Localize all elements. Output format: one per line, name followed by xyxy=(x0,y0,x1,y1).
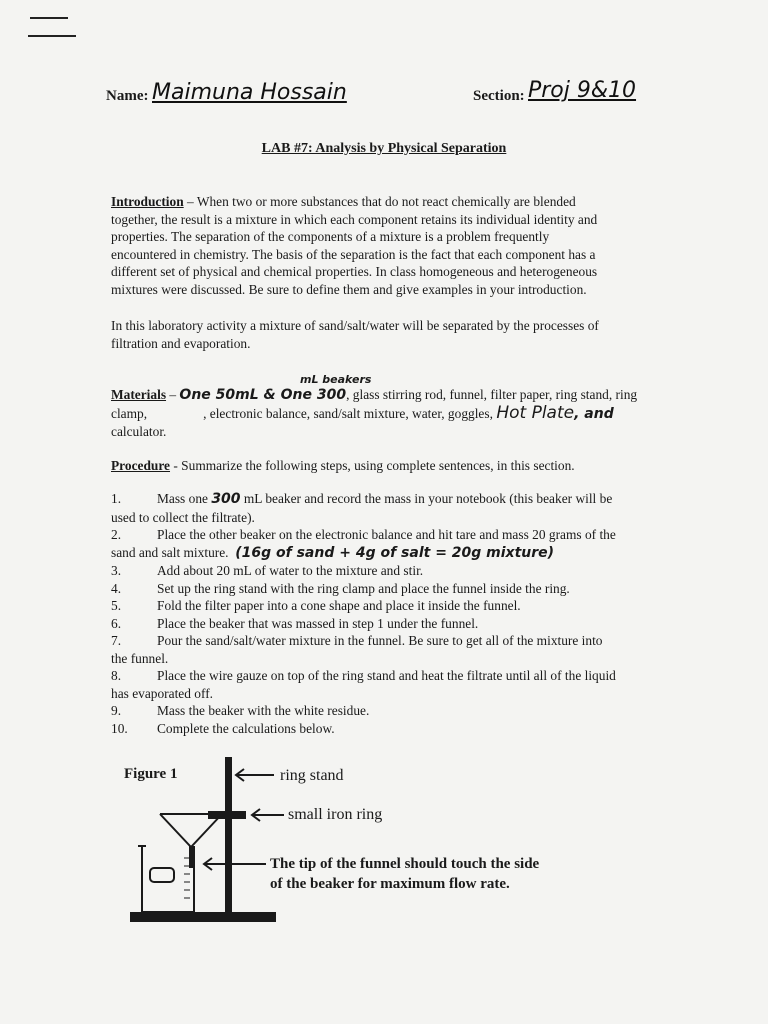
step-text: Add about 20 mL of water to the mixture and stir. xyxy=(157,563,424,578)
introduction-heading: Introduction xyxy=(111,194,184,209)
step-number: 5. xyxy=(111,598,122,613)
ring-stand-base xyxy=(130,912,276,922)
arrow-icon xyxy=(252,809,284,821)
step-number: 10. xyxy=(111,720,128,736)
activity-line: filtration and evaporation. xyxy=(111,335,251,351)
name-label: Name: xyxy=(106,88,149,104)
funnel-tip-note-line2: of the beaker for maximum flow rate. xyxy=(270,876,510,892)
step-continuation: used to collect the filtrate). xyxy=(111,509,255,525)
step-text: mL beaker and record the mass in your notebook (this beaker will be xyxy=(240,491,613,506)
beaker-label xyxy=(150,868,174,882)
step-text: Mass one xyxy=(157,491,212,506)
materials-heading: Materials xyxy=(111,387,167,402)
figure-label: Figure 1 xyxy=(124,766,178,782)
step-text: Complete the calculations below. xyxy=(157,720,335,736)
step-number: 3. xyxy=(111,563,122,578)
step-text: Place the wire gauze on top of the ring stand and heat the filtrate until all of the liquid xyxy=(157,668,616,683)
intro-line: together, the result is a mixture in which each component retains its individual identity and xyxy=(111,211,598,227)
materials-line-end: , and xyxy=(574,405,614,422)
activity-line: In this laboratory activity a mixture of sand/salt/water will be separated by the processes of xyxy=(111,318,599,333)
section-value: Proj 9&10 xyxy=(528,78,637,103)
handwritten-beakers: One 50mL & One 300 xyxy=(179,387,347,403)
intro-line: different set of physical and chemical properties. In class homogeneous and heterogeneous xyxy=(111,264,598,279)
step-continuation: has evaporated off. xyxy=(111,685,213,701)
funnel-right xyxy=(192,814,222,868)
arrow-icon xyxy=(204,858,266,870)
handwritten-ml-beakers: mL beakers xyxy=(300,373,372,386)
materials-dash: – xyxy=(166,387,180,402)
ring-stand-label: ring stand xyxy=(280,767,344,784)
materials-line: , glass stirring rod, funnel, filter paper, ring stand, ring xyxy=(346,387,638,402)
step-text: sand and salt mixture. xyxy=(111,544,229,560)
step-number: 2. xyxy=(111,527,122,542)
handwritten-300: 300 xyxy=(211,491,241,507)
step-text: Place the beaker that was massed in step 1 under the funnel. xyxy=(157,615,479,631)
step-text: Set up the ring stand with the ring clamp and place the funnel inside the ring. xyxy=(157,580,570,596)
step-text: Fold the filter paper into a cone shape and place it inside the funnel. xyxy=(157,598,521,613)
step-number: 6. xyxy=(111,615,122,631)
step-number: 1. xyxy=(111,491,122,506)
step-number: 7. xyxy=(111,633,122,648)
step-number: 8. xyxy=(111,668,122,683)
step-text: Place the other beaker on the electronic balance and hit tare and mass 20 grams of the xyxy=(157,527,616,542)
step-text: Mass the beaker with the white residue. xyxy=(157,703,370,718)
procedure-heading: Procedure xyxy=(111,458,171,473)
funnel-left xyxy=(160,814,190,868)
intro-line: properties. The separation of the components of a mixture is a problem frequently xyxy=(111,229,550,244)
intro-line: – When two or more substances that do not react chemically are blended xyxy=(183,194,576,209)
step-text: Pour the sand/salt/water mixture in the funnel. Be sure to get all of the mixture into xyxy=(157,633,603,648)
step-number: 4. xyxy=(111,580,122,596)
step-number: 9. xyxy=(111,703,122,718)
intro-line: encountered in chemistry. The basis of the separation is the fact that each component has a xyxy=(111,246,596,262)
materials-line: calculator. xyxy=(111,424,167,439)
section-label: Section: xyxy=(473,88,525,104)
intro-line: mixtures were discussed. Be sure to define them and give examples in your introduction. xyxy=(111,281,587,297)
small-iron-ring-label: small iron ring xyxy=(288,806,383,823)
ring-stand-rod xyxy=(225,757,232,913)
procedure-instruction: - Summarize the following steps, using complete sentences, in this section. xyxy=(170,458,575,473)
funnel-tip-note-line1: The tip of the funnel should touch the side xyxy=(270,856,540,872)
step-continuation: the funnel. xyxy=(111,650,169,666)
materials-line: clamp, xyxy=(111,405,148,421)
handwritten-hot-plate: Hot Plate xyxy=(496,402,575,423)
name-value: Maimuna Hossain xyxy=(152,80,347,105)
handwritten-mixture-note: (16g of sand + 4g of salt = 20g mixture) xyxy=(235,544,555,561)
arrow-icon xyxy=(236,769,274,781)
materials-line: , electronic balance, sand/salt mixture, water, goggles, xyxy=(203,405,493,421)
lab-title: LAB #7: Analysis by Physical Separation xyxy=(261,141,507,156)
